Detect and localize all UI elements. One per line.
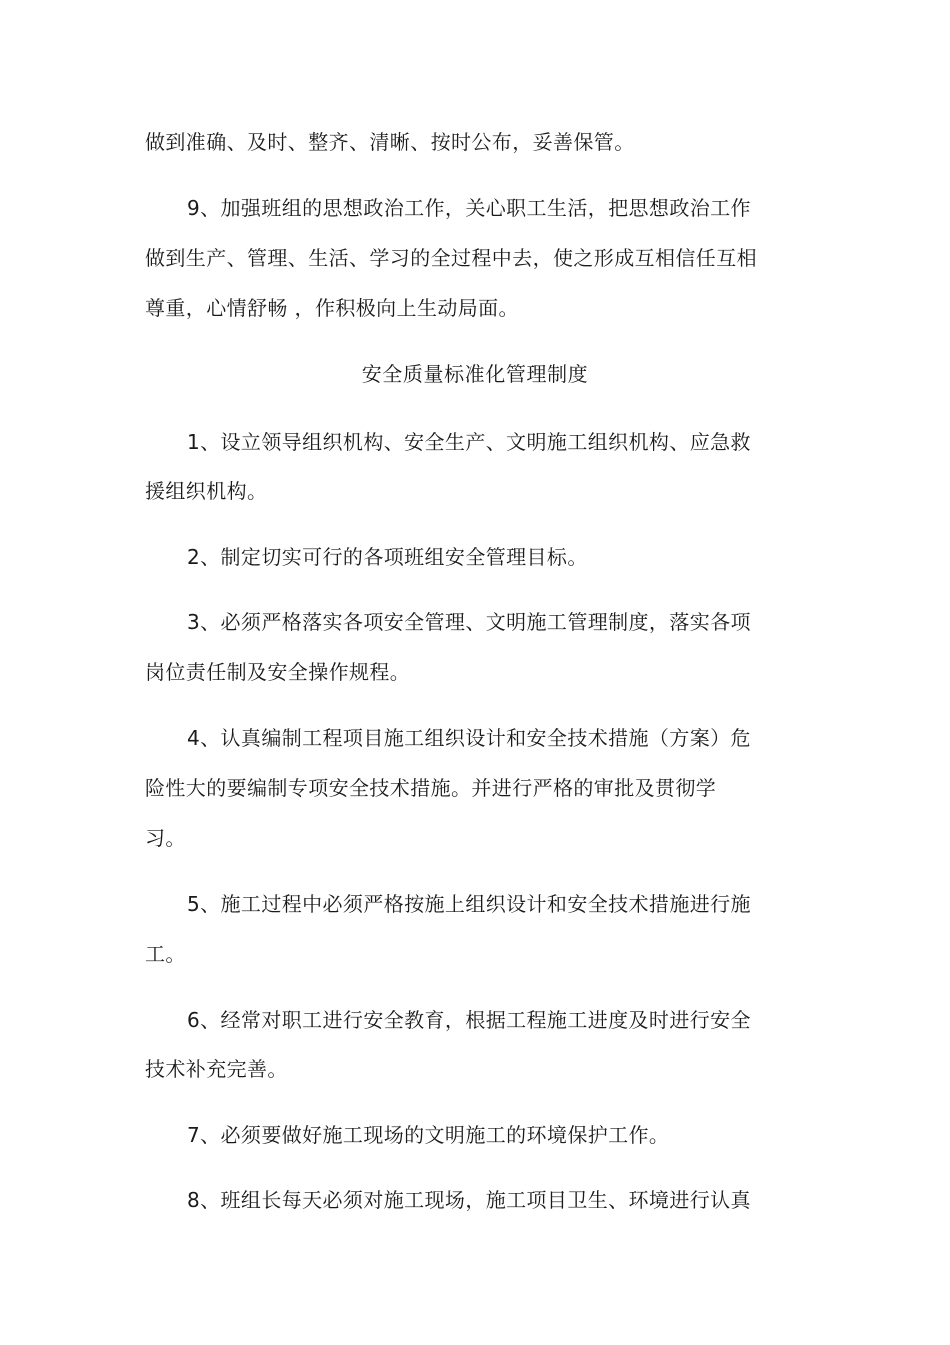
paragraph-line: 4、认真编制工程项目施工组织设计和安全技术措施（方案）危 — [187, 726, 751, 750]
paragraph-line: 6、经常对职工进行安全教育，根据工程施工进度及时进行安全 — [187, 1008, 751, 1032]
paragraph-line: 做到生产、管理、生活、学习的全过程中去，使之形成互相信任互相 — [145, 246, 757, 270]
paragraph-line: 工。 — [145, 942, 186, 966]
paragraph-line: 尊重，心情舒畅 ，作积极向上生动局面。 — [145, 296, 519, 320]
paragraph-line: 险性大的要编制专项安全技术措施。并进行严格的审批及贯彻学 — [145, 776, 717, 800]
paragraph-line: 习。 — [145, 826, 186, 850]
paragraph-line: 做到准确、及时、整齐、清晰、按时公布，妥善保管。 — [145, 130, 635, 154]
paragraph-line: 9、加强班组的思想政治工作，关心职工生活，把思想政治工作 — [187, 196, 751, 220]
paragraph-line: 8、班组长每天必须对施工现场，施工项目卫生、环境进行认真 — [187, 1188, 751, 1212]
paragraph-line: 1、设立领导组织机构、安全生产、文明施工组织机构、应急救 — [187, 430, 751, 454]
paragraph-line: 5、施工过程中必须严格按施上组织设计和安全技术措施进行施 — [187, 892, 751, 916]
paragraph-line: 技术补充完善。 — [145, 1057, 288, 1081]
paragraph-line: 2、制定切实可行的各项班组安全管理目标。 — [187, 545, 588, 569]
paragraph-line: 7、必须要做好施工现场的文明施工的环境保护工作。 — [187, 1123, 670, 1147]
paragraph-line: 3、必须严格落实各项安全管理、文明施工管理制度，落实各项 — [187, 610, 751, 634]
paragraph-line: 岗位责任制及安全操作规程。 — [145, 660, 411, 684]
paragraph-line: 援组织机构。 — [145, 479, 268, 503]
section-title: 安全质量标准化管理制度 — [361, 362, 589, 386]
